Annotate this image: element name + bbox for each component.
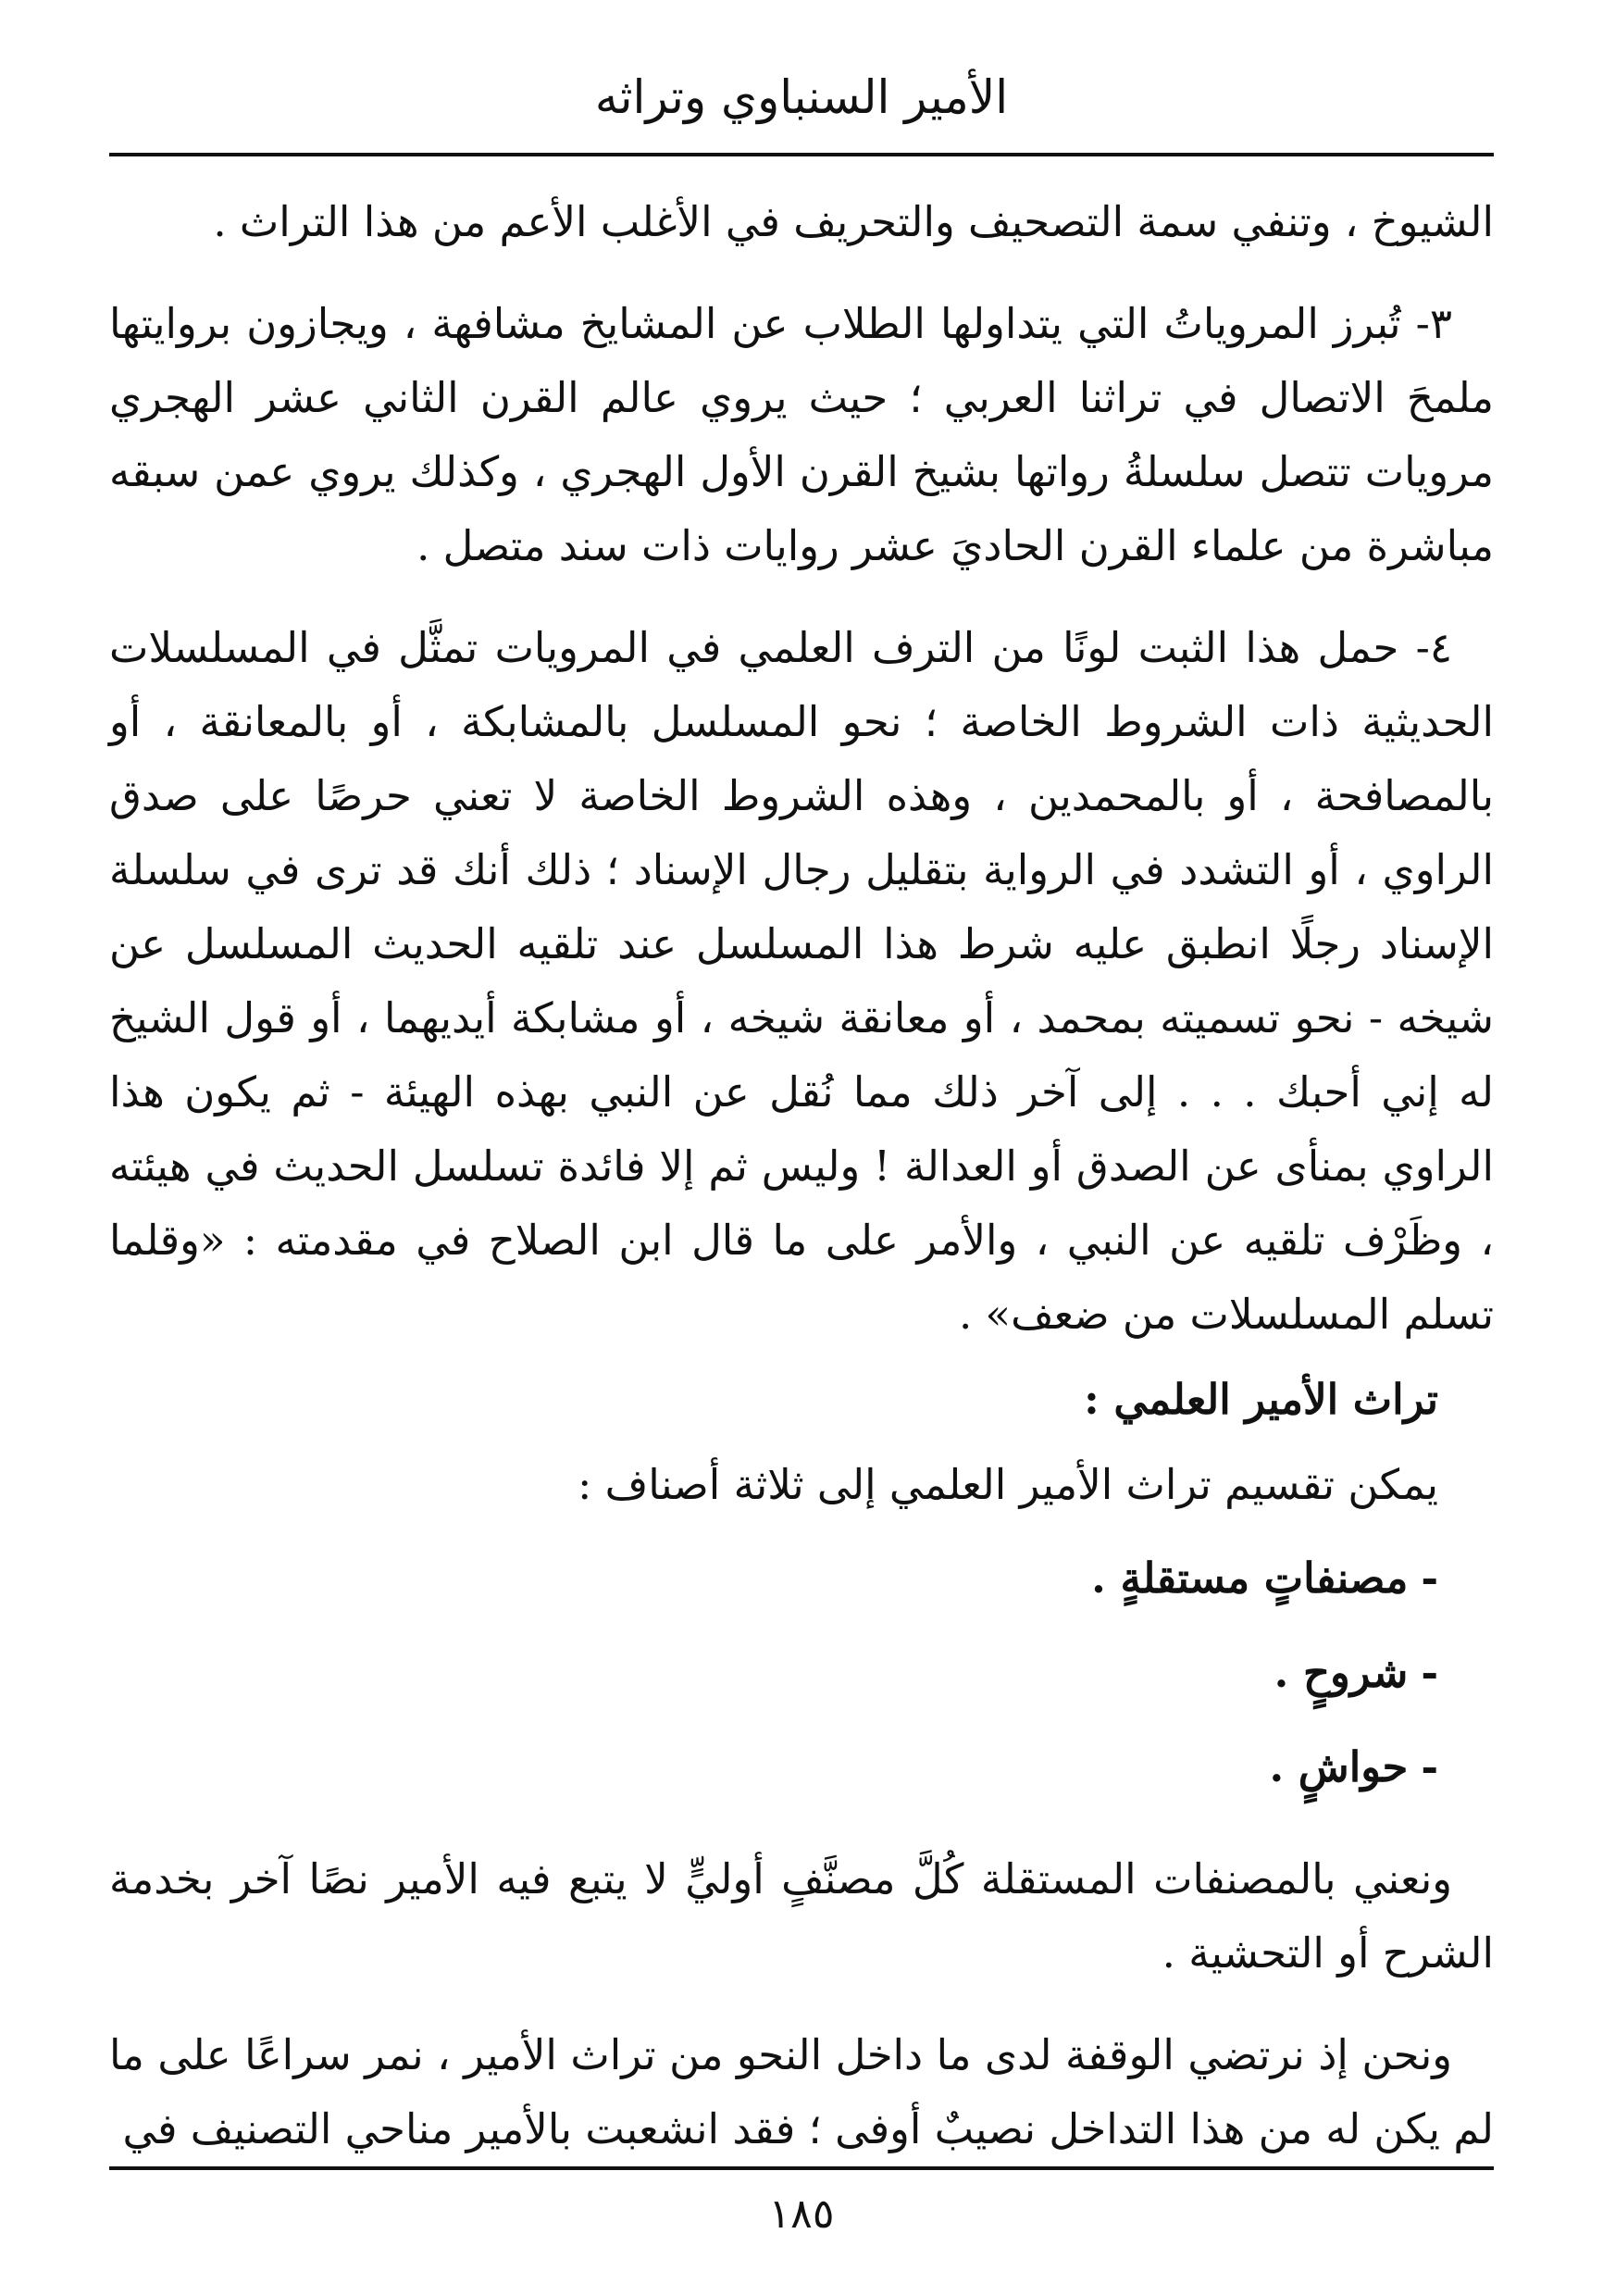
list-item-label: حواشٍ . — [1269, 1742, 1409, 1791]
paragraph-final: ونحن إذ نرتضي الوقفة لدى ما داخل النحو من تراث الأمير ، نمر سراعًا على ما لم يكن له من هذا التداخل نصيبٌ أوفى ؛ فقد انشعبت بالأمير مناحي التصنيف في — [109, 2030, 1494, 2153]
running-header: الأمير السنباوي وتراثه — [594, 70, 1009, 124]
paragraph-point-3: ٣- تُبرز المروياتُ التي يتداولها الطلاب عن المشايخ مشافهة ، ويجازون بروايتها ملمحَ الاتصال في تراثنا العربي ؛ حيث يروي عالم القرن الثاني عشر الهجري مرويات تتصل سلسلةُ رواتها بشيخ القرن الأول الهجري ، وكذلك يروي عمن سبقه مباشرة من علماء القرن الحاديَ عشر روايات ذات سند متصل . — [109, 299, 1494, 570]
list-item — [109, 1531, 1438, 1626]
list-dash: - — [1421, 1554, 1438, 1603]
list-item — [109, 1720, 1438, 1815]
category-list — [109, 1531, 1494, 1815]
list-dash: - — [1421, 1742, 1438, 1791]
paragraph-continuation: الشيوخ ، وتنفي سمة التصحيف والتحريف في الأغلب الأعم من هذا التراث . — [213, 197, 1494, 246]
list-item — [109, 1626, 1438, 1720]
list-item-label: مصنفاتٍ مستقلةٍ . — [1091, 1554, 1409, 1603]
section-heading: تراث الأمير العلمي : — [1084, 1375, 1438, 1424]
list-item-label: شروحٍ . — [1274, 1648, 1409, 1697]
footer-rule — [109, 2166, 1494, 2170]
paragraph-point-4: ٤- حمل هذا الثبت لونًا من الترف العلمي في المرويات تمثَّل في المسلسلات الحديثية ذات الشروط الخاصة ؛ نحو المسلسل بالمشابكة ، أو بالمعانقة ، أو بالمصافحة ، أو بالمحمدين ، وهذه الشروط الخاصة لا تعني حرصًا على صدق الراوي ، أو التشدد في الرواية بتقليل رجال الإسناد ؛ ذلك أنك قد ترى في سلسلة الإسناد رجلًا انطبق عليه شرط هذا المسلسل عند تلقيه الحديث المسلسل عن شيخه - نحو تسميته بمحمد ، أو معانقة شيخه ، أو مشابكة أيديهما ، أو قول الشيخ له إني أحبك . . . إلى آخر ذلك مما نُقل عن النبي بهذه الهيئة - ثم يكون هذا الراوي بمنأى عن الصدق أو العدالة ! وليس ثم إلا فائدة تسلسل الحديث في هيئته ، وظَرْف تلقيه عن النبي ، والأمر على ما قال ابن الصلاح في مقدمته : «وقلما تسلم المسلسلات من ضعف» . — [109, 623, 1494, 1339]
page-number: ١٨٥ — [768, 2190, 835, 2238]
page-body — [109, 185, 1494, 2166]
list-dash: - — [1421, 1648, 1438, 1697]
section-intro: يمكن تقسيم تراث الأمير العلمي إلى ثلاثة أصناف : — [578, 1460, 1438, 1509]
paragraph-definition: ونعني بالمصنفات المستقلة كُلَّ مصنَّفٍ أوليٍّ لا يتبع فيه الأمير نصًا آخر بخدمة الشرح أو التحشية . — [109, 1854, 1494, 1978]
header-rule — [109, 153, 1494, 156]
